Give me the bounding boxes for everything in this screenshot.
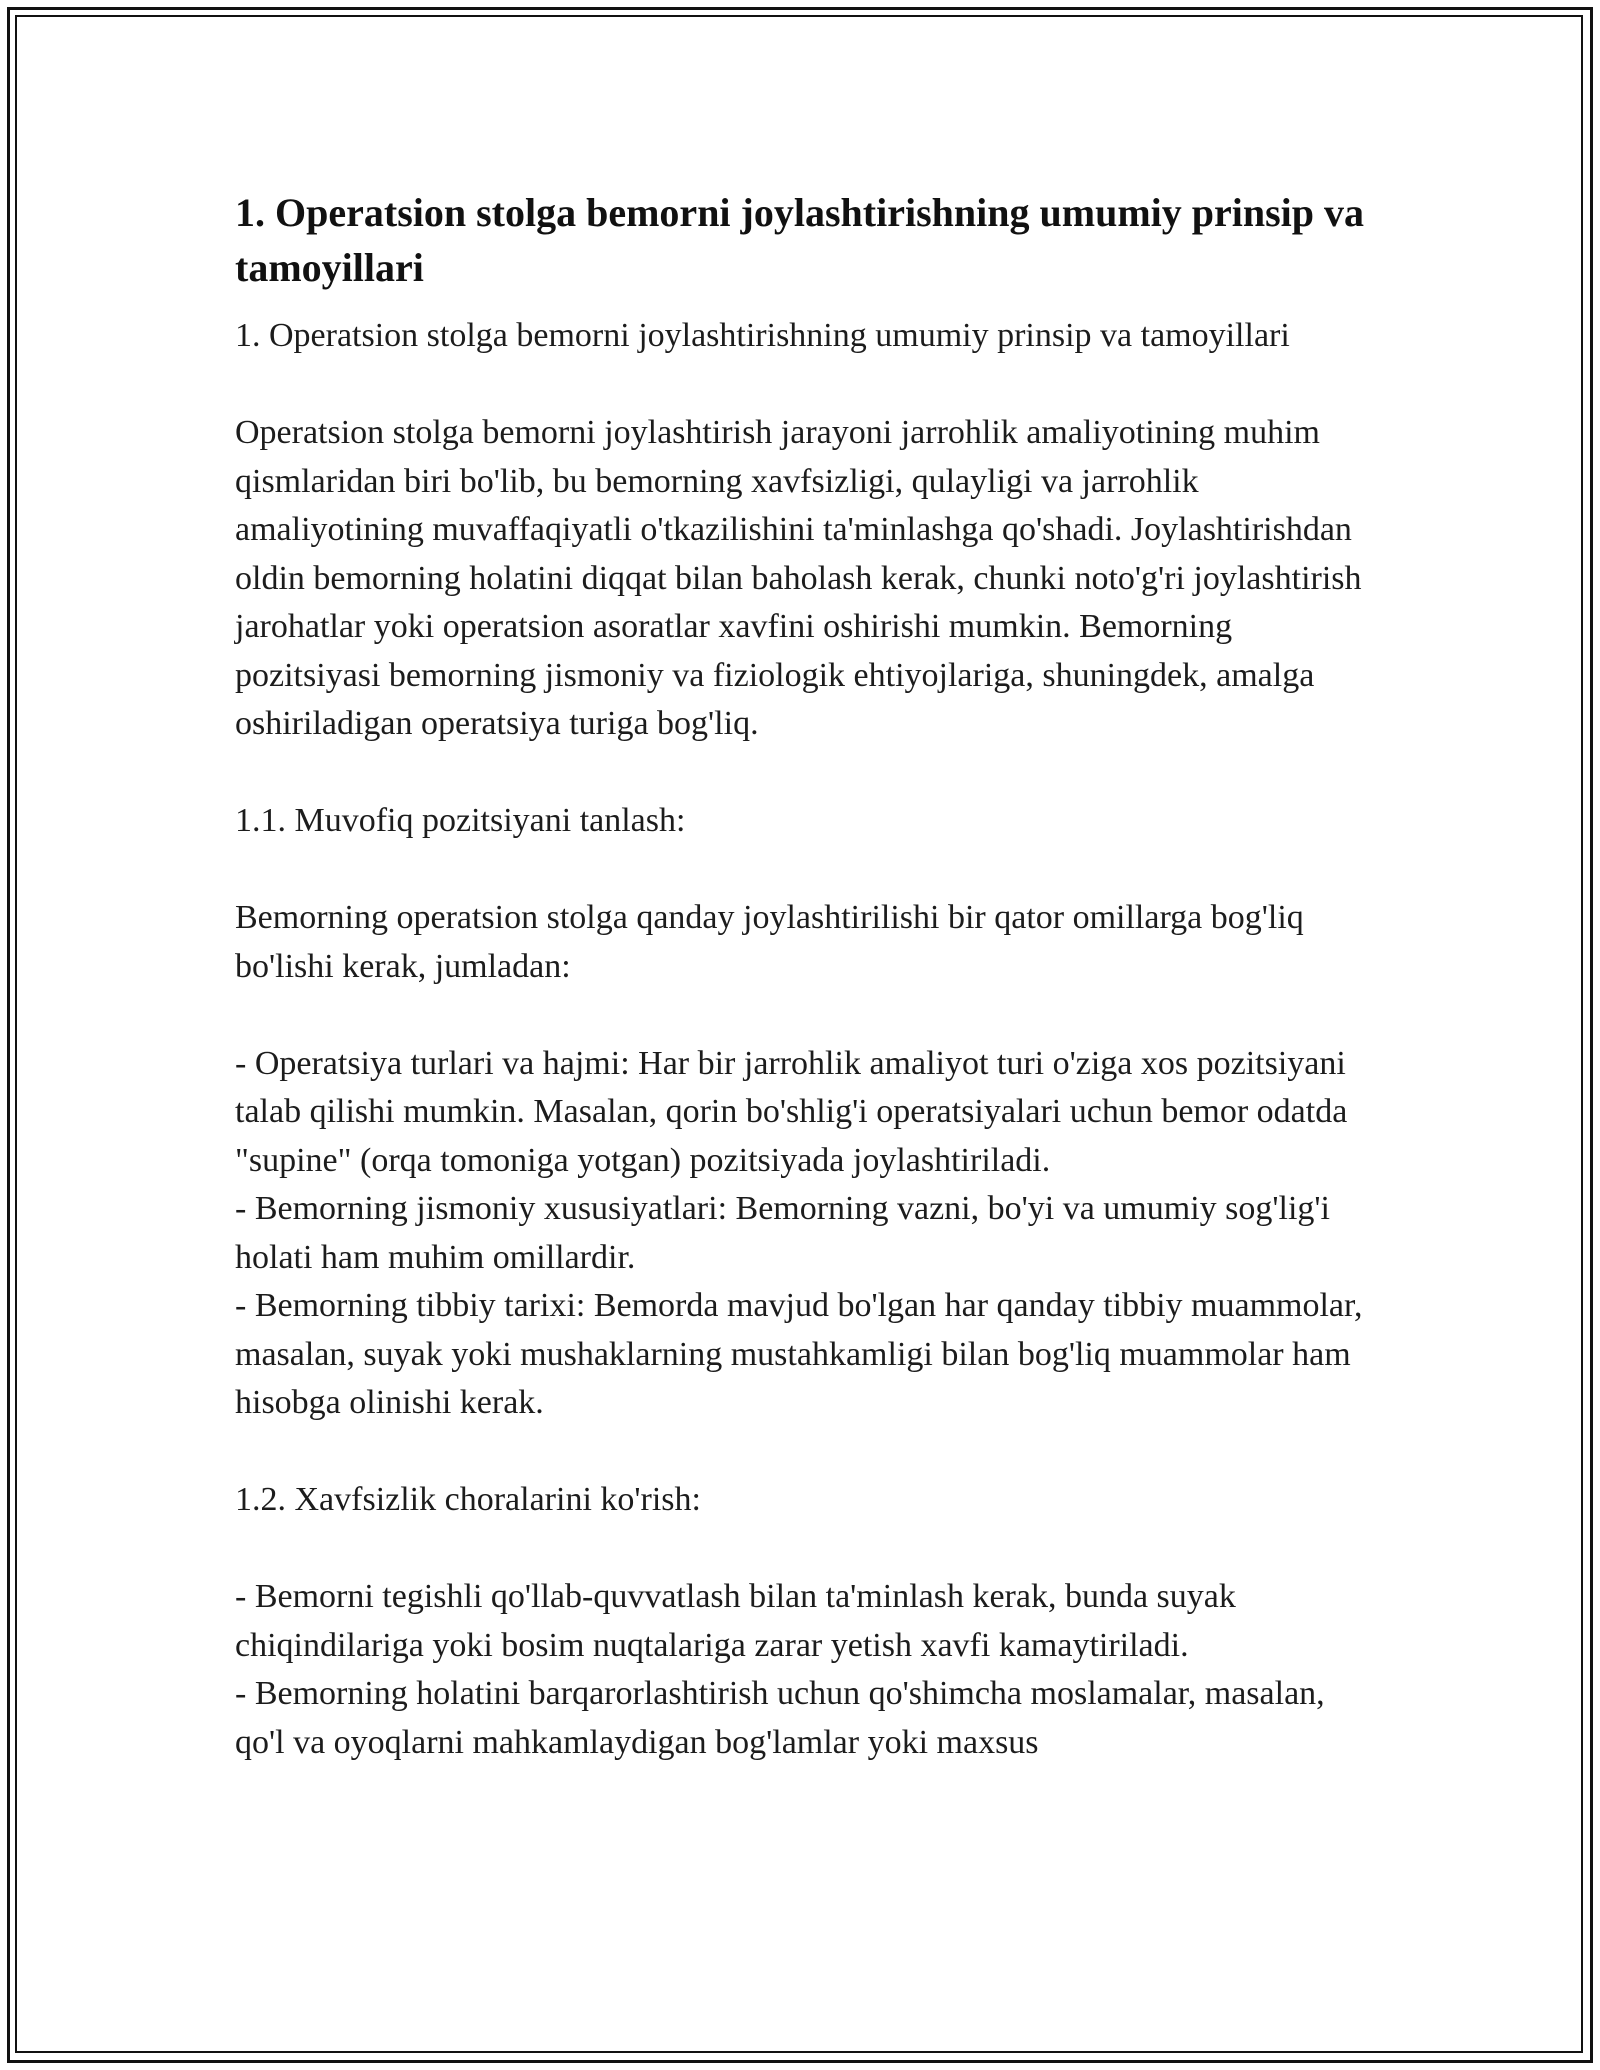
document-subtitle: 1. Operatsion stolga bemorni joylashtirishning umumiy prinsip va tamoyillari (235, 317, 1290, 354)
section-heading-1-2: 1.2. Xavfsizlik choralarini ko'rish: (235, 1481, 701, 1518)
document-body (235, 185, 1380, 1767)
list-item: - Bemorning jismoniy xususiyatlari: Bemorning vazni, bo'yi va umumiy sog'lig'i holati ham muhim omillardir. (235, 1190, 1330, 1276)
intro-paragraph: Operatsion stolga bemorni joylashtirish jarayoni jarrohlik amaliyotining muhim qismlaridan biri bo'lib, bu bemorning xavfsizligi, qulayligi va jarrohlik amaliyotining muvaffaqiyatli o'tkazilishini ta'minlashga qo'shadi. Joylashtirishdan oldin bemorning holatini diqqat bilan baholash kerak, chunki noto'g'ri joylashtirish jarohatlar yoki operatsion asoratlar xavfini oshirishi mumkin. Bemorning pozitsiyasi bemorning jismoniy va fiziologik ehtiyojlariga, shuningdek, amalga oshiriladigan operatsiya turiga bog'liq. (235, 414, 1362, 742)
section-heading-1-1: 1.1. Muvofiq pozitsiyani tanlash: (235, 802, 686, 839)
list-item: - Bemorning holatini barqarorlashtirish uchun qo'shimcha moslamalar, masalan, qo'l va oyoqlarni mahkamlaydigan bog'lamlar yoki maxsus (235, 1675, 1325, 1761)
list-item: - Bemorning tibbiy tarixi: Bemorda mavjud bo'lgan har qanday tibbiy muammolar, masalan, suyak yoki mushaklarning mustahkamligi bilan bog'liq muammolar ham hisobga olinishi kerak. (235, 1287, 1363, 1421)
list-item: - Operatsiya turlari va hajmi: Har bir jarrohlik amaliyot turi o'ziga xos pozitsiyani talab qilishi mumkin. Masalan, qorin bo'shlig'i operatsiyalari uchun bemor odatda "supine" (orqa tomoniga yotgan) pozitsiyada joylashtiriladi. (235, 1044, 1348, 1179)
section-1-1-intro: Bemorning operatsion stolga qanday joylashtirilishi bir qator omillarga bog'liq bo'lishi kerak, jumladan: (235, 899, 1304, 985)
document-title: 1. Operatsion stolga bemorni joylashtirishning umumiy prinsip va tamoyillari (235, 190, 1365, 290)
list-item: - Bemorni tegishli qo'llab-quvvatlash bilan ta'minlash kerak, bunda suyak chiqindilariga yoki bosim nuqtalariga zarar yetish xavfi kamaytiriladi. (235, 1578, 1236, 1664)
